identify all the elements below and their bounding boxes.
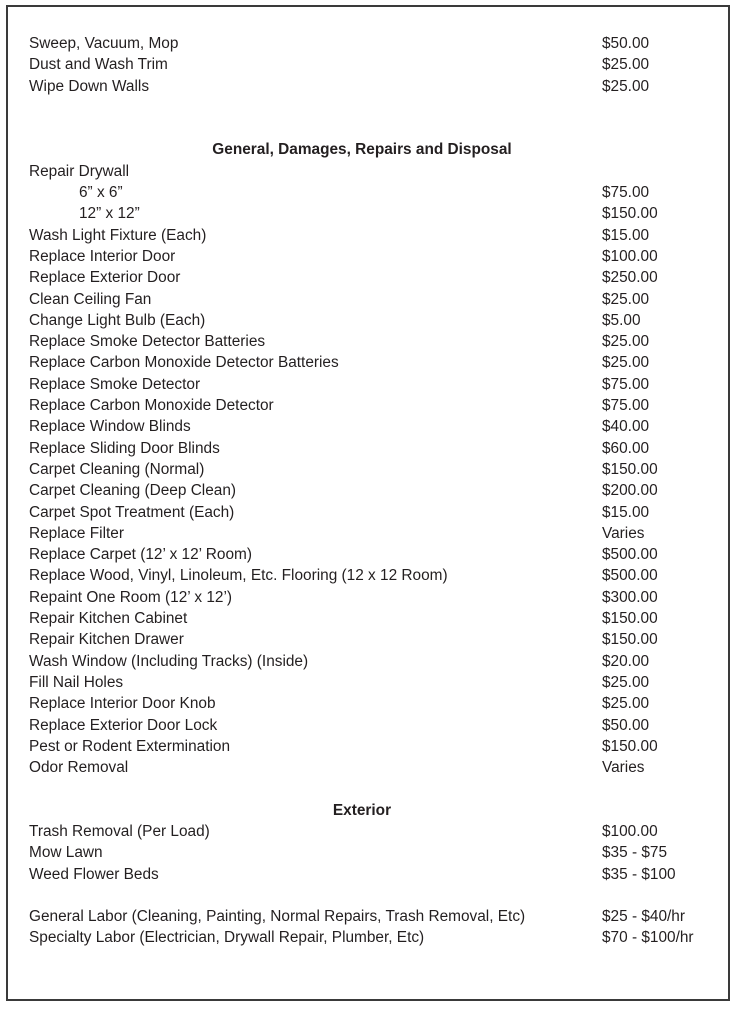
price-row-label: Odor Removal	[29, 759, 129, 777]
price-row-value: $150.00	[602, 460, 658, 478]
price-row	[8, 480, 728, 501]
price-row-value: $15.00	[602, 226, 650, 244]
price-row-label: 6” x 6”	[79, 184, 123, 202]
price-row	[8, 54, 728, 75]
price-row-value: $250.00	[602, 269, 658, 287]
price-row-value: $300.00	[602, 588, 658, 606]
price-row-label: Wash Light Fixture (Each)	[29, 226, 207, 244]
price-row-value: $25.00	[602, 354, 650, 372]
price-row	[8, 629, 728, 650]
price-row-label: Replace Filter	[29, 524, 124, 542]
price-row-value: $500.00	[602, 567, 658, 585]
price-row-label: Wash Window (Including Tracks) (Inside)	[29, 652, 309, 670]
price-row	[8, 565, 728, 586]
price-row	[8, 587, 728, 608]
price-row-label: Trash Removal (Per Load)	[29, 822, 210, 840]
price-row-value: $150.00	[602, 610, 658, 628]
price-row-value: $150.00	[602, 737, 658, 755]
price-row-label: Replace Exterior Door Lock	[29, 716, 218, 734]
price-row-value: Varies	[602, 759, 645, 777]
price-row-value: $75.00	[602, 397, 650, 415]
price-row-label: Replace Smoke Detector Batteries	[29, 333, 266, 351]
price-row-label: Wipe Down Walls	[29, 77, 150, 95]
price-list-body	[8, 7, 728, 999]
price-row-value: Varies	[602, 524, 645, 542]
price-row-value: $25 - $40/hr	[602, 908, 685, 926]
price-row-label: Repair Kitchen Cabinet	[29, 610, 188, 628]
price-row	[8, 544, 728, 565]
price-row-label: Repair Kitchen Drawer	[29, 631, 184, 649]
price-row-label: Carpet Cleaning (Deep Clean)	[29, 482, 237, 500]
price-row-label: Mow Lawn	[29, 844, 103, 862]
price-row-value: $25.00	[602, 695, 650, 713]
price-row-value: $5.00	[602, 311, 641, 329]
price-row-label: 12” x 12”	[79, 205, 140, 223]
price-row	[8, 352, 728, 373]
price-row	[8, 864, 728, 885]
price-row-label: Carpet Spot Treatment (Each)	[29, 503, 235, 521]
price-row	[8, 161, 728, 182]
price-row-label: Replace Carbon Monoxide Detector Batteries	[29, 354, 339, 372]
price-row-label: Repair Drywall	[29, 162, 130, 180]
price-row	[8, 203, 728, 224]
price-row	[8, 502, 728, 523]
vertical-spacer	[8, 778, 728, 799]
price-row	[8, 821, 728, 842]
price-row-value: $20.00	[602, 652, 650, 670]
price-row-label: Carpet Cleaning (Normal)	[29, 460, 205, 478]
price-row-value: $100.00	[602, 247, 658, 265]
price-row-label: Replace Window Blinds	[29, 418, 191, 436]
section-heading-text: Exterior	[332, 801, 392, 819]
price-row	[8, 906, 728, 927]
price-row-label: Specialty Labor (Electrician, Drywall Repair, Plumber, Etc)	[29, 929, 425, 947]
price-row-value: $35 - $100	[602, 865, 676, 883]
section-heading-text: General, Damages, Repairs and Disposal	[212, 141, 512, 159]
price-row-label: Replace Smoke Detector	[29, 375, 201, 393]
price-row	[8, 736, 728, 757]
price-row	[8, 927, 728, 948]
price-row-value: $50.00	[602, 716, 650, 734]
price-row-value: $25.00	[602, 333, 650, 351]
price-row	[8, 310, 728, 331]
price-row-value: $50.00	[602, 35, 650, 52]
price-row	[8, 33, 728, 54]
price-row-value: $35 - $75	[602, 844, 668, 862]
price-row-label: Dust and Wash Trim	[29, 56, 168, 74]
document-page	[6, 5, 730, 1001]
price-row-label: Fill Nail Holes	[29, 673, 124, 691]
price-row-label: General Labor (Cleaning, Painting, Normal Repairs, Trash Removal, Etc)	[29, 908, 526, 926]
price-row	[8, 715, 728, 736]
price-row	[8, 523, 728, 544]
price-row	[8, 76, 728, 97]
price-row-value: $70 - $100/hr	[602, 929, 694, 947]
price-row-label: Sweep, Vacuum, Mop	[29, 35, 179, 52]
price-row-value: $15.00	[602, 503, 650, 521]
price-row-label: Clean Ceiling Fan	[29, 290, 152, 308]
price-row	[8, 374, 728, 395]
price-row-label: Replace Carpet (12’ x 12’ Room)	[29, 546, 252, 564]
price-row-label: Replace Carbon Monoxide Detector	[29, 397, 274, 415]
price-row-value: $25.00	[602, 77, 650, 95]
price-row	[8, 416, 728, 437]
price-row-value: $75.00	[602, 184, 650, 202]
price-row	[8, 267, 728, 288]
price-row	[8, 672, 728, 693]
price-row	[8, 438, 728, 459]
price-row-label: Replace Exterior Door	[29, 269, 181, 287]
price-row-value: $150.00	[602, 205, 658, 223]
price-row	[8, 608, 728, 629]
price-row	[8, 842, 728, 863]
price-row	[8, 246, 728, 267]
price-row-label: Replace Wood, Vinyl, Linoleum, Etc. Flooring (12 x 12 Room)	[29, 567, 448, 585]
price-row-value: $75.00	[602, 375, 650, 393]
section-heading	[8, 800, 728, 821]
price-row-value: $500.00	[602, 546, 658, 564]
price-row-value: $25.00	[602, 290, 650, 308]
price-row-value: $25.00	[602, 673, 650, 691]
price-row-label: Replace Sliding Door Blinds	[29, 439, 220, 457]
price-row-label: Weed Flower Beds	[29, 865, 159, 883]
price-row-value: $200.00	[602, 482, 658, 500]
price-row-value: $40.00	[602, 418, 650, 436]
vertical-spacer	[8, 97, 728, 140]
price-row-label: Replace Interior Door Knob	[29, 695, 216, 713]
price-row-label: Change Light Bulb (Each)	[29, 311, 206, 329]
price-row	[8, 651, 728, 672]
price-row-value: $60.00	[602, 439, 650, 457]
price-row	[8, 395, 728, 416]
price-row	[8, 693, 728, 714]
price-row-label: Repaint One Room (12’ x 12’)	[29, 588, 233, 606]
price-row	[8, 225, 728, 246]
vertical-spacer	[8, 885, 728, 906]
price-row-value: $100.00	[602, 822, 658, 840]
price-row	[8, 331, 728, 352]
price-row	[8, 182, 728, 203]
price-row-label: Pest or Rodent Extermination	[29, 737, 231, 755]
price-row-value: $150.00	[602, 631, 658, 649]
section-heading	[8, 139, 728, 160]
price-row	[8, 459, 728, 480]
price-row	[8, 757, 728, 778]
price-row-label: Replace Interior Door	[29, 247, 176, 265]
price-row	[8, 289, 728, 310]
price-row-value: $25.00	[602, 56, 650, 74]
